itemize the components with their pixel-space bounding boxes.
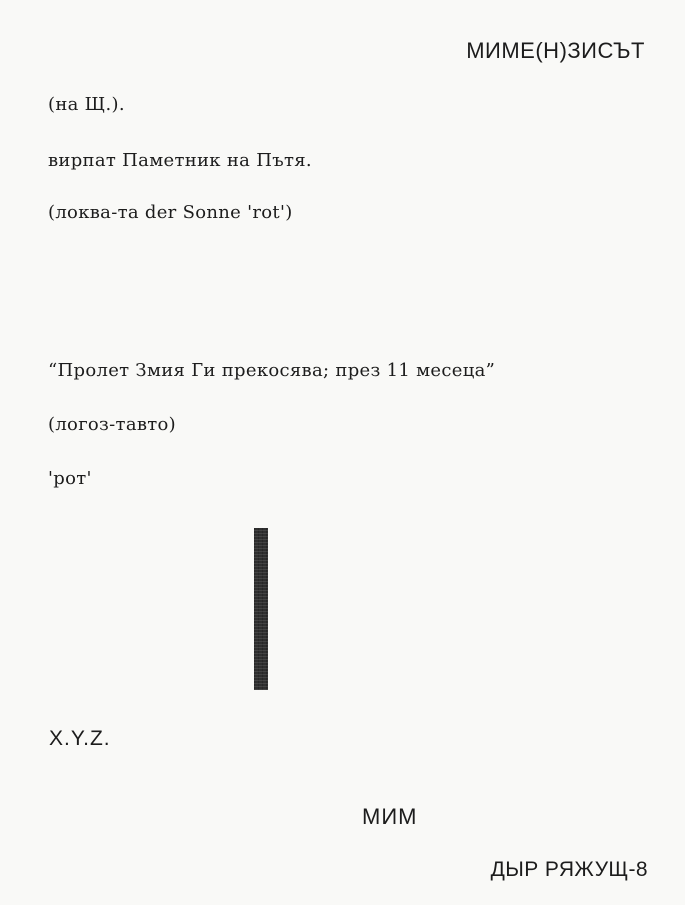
text-line-6: 'рот' [48,468,92,489]
footer-code: ДЫР РЯЖУЩ-8 [490,858,648,881]
text-line-3: (локва-та der Sonne 'rot') [48,202,293,223]
signature-text: МИМ [362,804,418,829]
coordinates-text: X.Y.Z. [49,727,111,750]
header-title: МИМЕ(Н)ЗИСЪТ [466,38,645,63]
text-line-1: (на Щ.). [48,94,125,115]
text-line-5: (логоз-тавто) [48,414,177,435]
text-line-2: вирпат Паметник на Пътя. [48,150,312,171]
vertical-bar-mark [254,528,268,690]
text-line-4: “Пролет Змия Ги прекосява; през 11 месеца” [48,360,496,381]
